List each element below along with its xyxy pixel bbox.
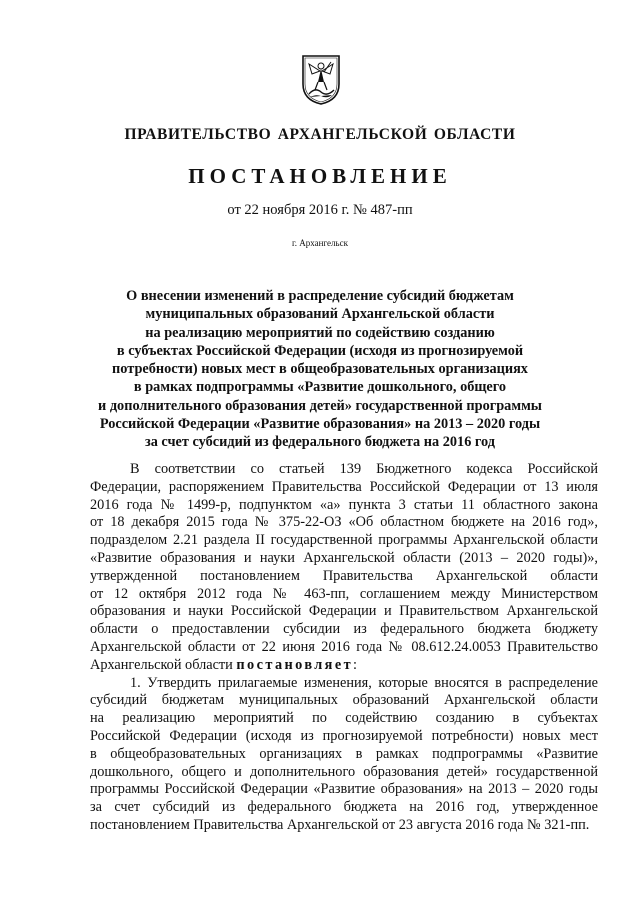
body-line: Архангельской области от 22 июня 2016 года № 08.612.24.0053 Правительство: [90, 638, 598, 655]
body-line: утвержденной постановлением Правительства Архангельской области: [90, 567, 598, 584]
body-line: дошкольного, общего и дополнительного образования детей» государственной: [90, 763, 598, 780]
title-line: на реализацию мероприятий по содействию созданию: [145, 324, 495, 341]
document-type: ПОСТАНОВЛЕНИЕ: [188, 164, 452, 188]
title-line: за счет субсидий из федерального бюджета на 2016 год: [144, 434, 496, 451]
body-line: на реализацию мероприятий по содействию созданию в субъектах: [90, 710, 598, 727]
body-line: за счет субсидий из федерального бюджета на 2016 год, утвержденное: [90, 799, 598, 816]
title-line: в рамках подпрограммы «Развитие дошкольного, общего: [133, 379, 507, 396]
body-line: от 12 октября 2012 года № 463-пп, соглашением между Министерством: [90, 585, 598, 602]
body-line: 2016 года № 1499-р, подпунктом «а» пункта 3 статьи 11 областного закона: [90, 496, 598, 513]
title-line: и дополнительного образования детей» государственной программы: [98, 397, 542, 414]
government-name: ПРАВИТЕЛЬСТВО АРХАНГЕЛЬСКОЙ ОБЛАСТИ: [124, 126, 516, 143]
body-line: в общеобразовательных организациях в рамках подпрограммы «Развитие: [90, 745, 598, 762]
title-line: муниципальных образований Архангельской области: [145, 306, 495, 323]
body-line: 1. Утвердить прилагаемые изменения, которые вносятся в распределение: [130, 674, 598, 691]
body-line: от 18 декабря 2015 года № 375-22-ОЗ «Об областном бюджете на 2016 год»,: [90, 514, 598, 531]
body-line: подразделом 2.21 раздела II государственной программы Архангельской области: [90, 532, 598, 549]
body-line: В соответствии со статьей 139 Бюджетного кодекса Российской: [130, 461, 598, 477]
document-city: г. Архангельск: [292, 238, 348, 248]
title-line: Российской Федерации «Развитие образования» на 2013 – 2020 годы: [99, 416, 541, 433]
body-line: программы Российской Федерации «Развитие образования» на 2013 – 2020 годы: [90, 781, 598, 798]
body-text: Архангельской области: [90, 656, 233, 673]
colon: :: [353, 656, 357, 673]
document-body: [90, 461, 598, 835]
body-line: субсидий бюджетам муниципальных образований Архангельской области: [90, 692, 598, 709]
title-line: О внесении изменений в распределение субсидий бюджетам: [126, 288, 514, 304]
resolves-word: постановляет: [236, 656, 353, 673]
title-line: потребности) новых мест в общеобразовательных организациях: [112, 361, 528, 378]
body-line: Российской Федерации (исходя из прогнозируемой потребности) новых мест: [90, 727, 598, 744]
body-line: «Развитие образования и науки Архангельской области (2013 – 2020 годы)»,: [90, 549, 598, 566]
title-line: в субъектах Российской Федерации (исходя из прогнозируемой: [116, 342, 524, 359]
body-line: области о предоставлении субсидии из федерального бюджета бюджету: [90, 621, 598, 638]
body-line: образования и науки Российской Федерации и Правительством Архангельской: [90, 603, 598, 620]
document-date-number: от 22 ноября 2016 г. № 487-пп: [227, 202, 413, 218]
body-line: Федерации, распоряжением Правительства Российской Федерации от 13 июля: [90, 478, 598, 495]
body-line-resolves: [90, 657, 598, 675]
arkhangelsk-coat-of-arms-icon: [301, 54, 341, 106]
document-title: [80, 287, 560, 452]
body-line: постановлением Правительства Архангельской от 23 августа 2016 года № 321-пп.: [90, 816, 590, 833]
